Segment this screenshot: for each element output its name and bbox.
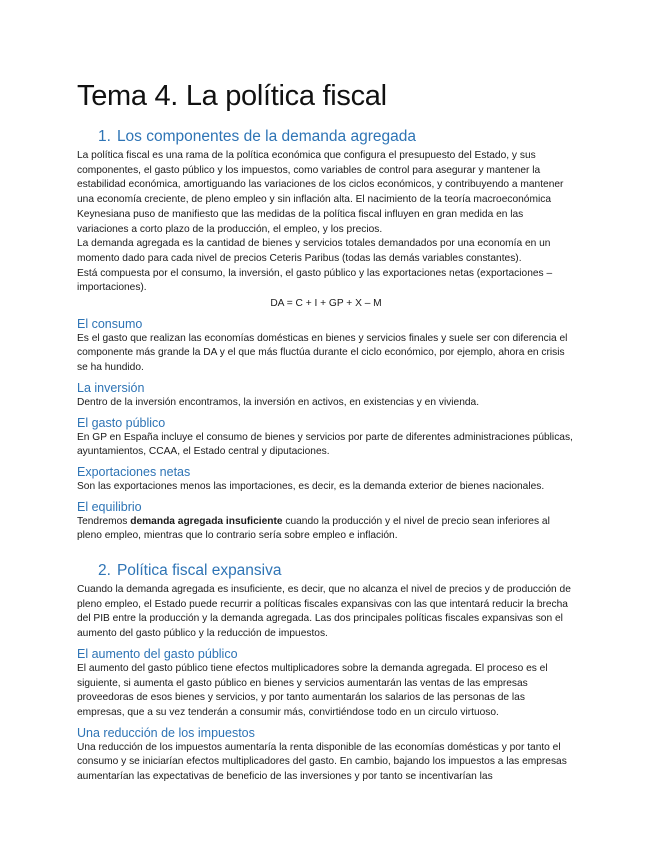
page-title: Tema 4. La política fiscal <box>77 80 387 112</box>
subheading-aumento-gasto: El aumento del gasto público <box>77 646 238 661</box>
paragraph-aumento-gasto: El aumento del gasto público tiene efectos multiplicadores sobre la demanda agregada. El proceso es el siguiente, si aumenta el gasto público en bienes y servicios aumentarán las ventas de las empresas proveedoras de esos bienes y servicios, y por tanto aumentarán los salarios de las personas de las empresas, que a su vez tenderán a consumir más, convirtiéndose todo en un circulo virtuoso. <box>77 662 548 718</box>
section-2-heading <box>98 562 575 580</box>
subheading-reduccion-impuestos: Una reducción de los impuestos <box>77 725 255 740</box>
paragraph-politica-fiscal: La política fiscal es una rama de la política económica que configura el presupuesto del Estado, y sus componentes, el gasto público y los impuestos, como variables de control para asegurar y mantener la estabilidad económica, amortiguando las variaciones de los ciclos económicos, y contribuyendo a mantener una economía creciente, de pleno empleo y sin inflación alta. El nacimiento de la teoría macroeconómica Keynesiana puso de manifiesto que las medidas de la política fiscal influyen en gran medida en las variaciones a corto plazo de la producción, el empleo, y los precios. <box>77 150 564 235</box>
paragraph-composicion: Está compuesta por el consumo, la inversión, el gasto público y las exportaciones netas (exportaciones – importaciones). <box>77 267 553 294</box>
paragraph-gasto-publico: En GP en España incluye el consumo de bienes y servicios por parte de diferentes administraciones públicas, ayuntamientos, CCAA, el Estado central y diputaciones. <box>77 431 573 458</box>
equilibrio-bold-term: demanda agregada insuficiente <box>130 515 283 527</box>
section-2-title: Política fiscal expansiva <box>116 562 282 580</box>
paragraph-consumo: Es el gasto que realizan las economías domésticas en bienes y servicios finales y suele ser con diferencia el componente más grande la DA y el que más fluctúa durante el ciclo económico, por ejemplo, ahora en crisis se ha hundido. <box>77 332 568 374</box>
paragraph-inversion: Dentro de la inversión encontramos, la inversión en activos, en existencias y en vivienda. <box>77 396 480 408</box>
section-2-number: 2. <box>98 562 111 580</box>
section-1-title: Los componentes de la demanda agregada <box>116 128 416 145</box>
section-1-number: 1. <box>98 128 111 145</box>
paragraph-exportaciones: Son las exportaciones menos las importaciones, es decir, es la demanda exterior de bienes nacionales. <box>77 480 545 492</box>
equilibrio-pre: Tendremos <box>77 515 131 527</box>
paragraph-politica-expansiva: Cuando la demanda agregada es insuficiente, es decir, que no alcanza el nivel de precios y de producción de pleno empleo, el Estado puede recurrir a políticas fiscales expansivas con las que intentará reducir la brecha del PIB entre la producción y la demanda agregada. Las dos principales políticas fiscales expansivas son el aumento del gasto público y la reducción de impuestos. <box>77 584 571 640</box>
equilibrio-post: cuando la producción y el nivel de precio sean inferiores al pleno empleo, mientras que lo contrario sería sobre empleo e inflación. <box>77 515 550 542</box>
section-1-heading <box>98 128 575 146</box>
subheading-inversion: La inversión <box>77 380 145 395</box>
paragraph-reduccion-impuestos: Una reducción de los impuestos aumentaría la renta disponible de las economías domésticas y por tanto el consumo y se iniciarían efectos multiplicadores del gasto. En cambio, bajando los impuestos a las empresas aumentarían las expectativas de beneficio de las inversiones y por tanto se incentivarían las <box>77 741 567 783</box>
subheading-consumo: El consumo <box>77 316 143 331</box>
subheading-exportaciones: Exportaciones netas <box>77 464 191 479</box>
subheading-equilibrio: El equilibrio <box>77 499 142 514</box>
paragraph-equilibrio <box>77 515 575 544</box>
paragraph-demanda-agregada: La demanda agregada es la cantidad de bienes y servicios totales demandados por una economía en un momento dado para cada nivel de precios Ceteris Paribus (todas las demás variables constantes). <box>77 238 551 264</box>
formula-da: DA = C + I + GP + X – M <box>270 298 382 310</box>
subheading-gasto-publico: El gasto público <box>77 415 166 430</box>
document-body <box>77 128 575 785</box>
